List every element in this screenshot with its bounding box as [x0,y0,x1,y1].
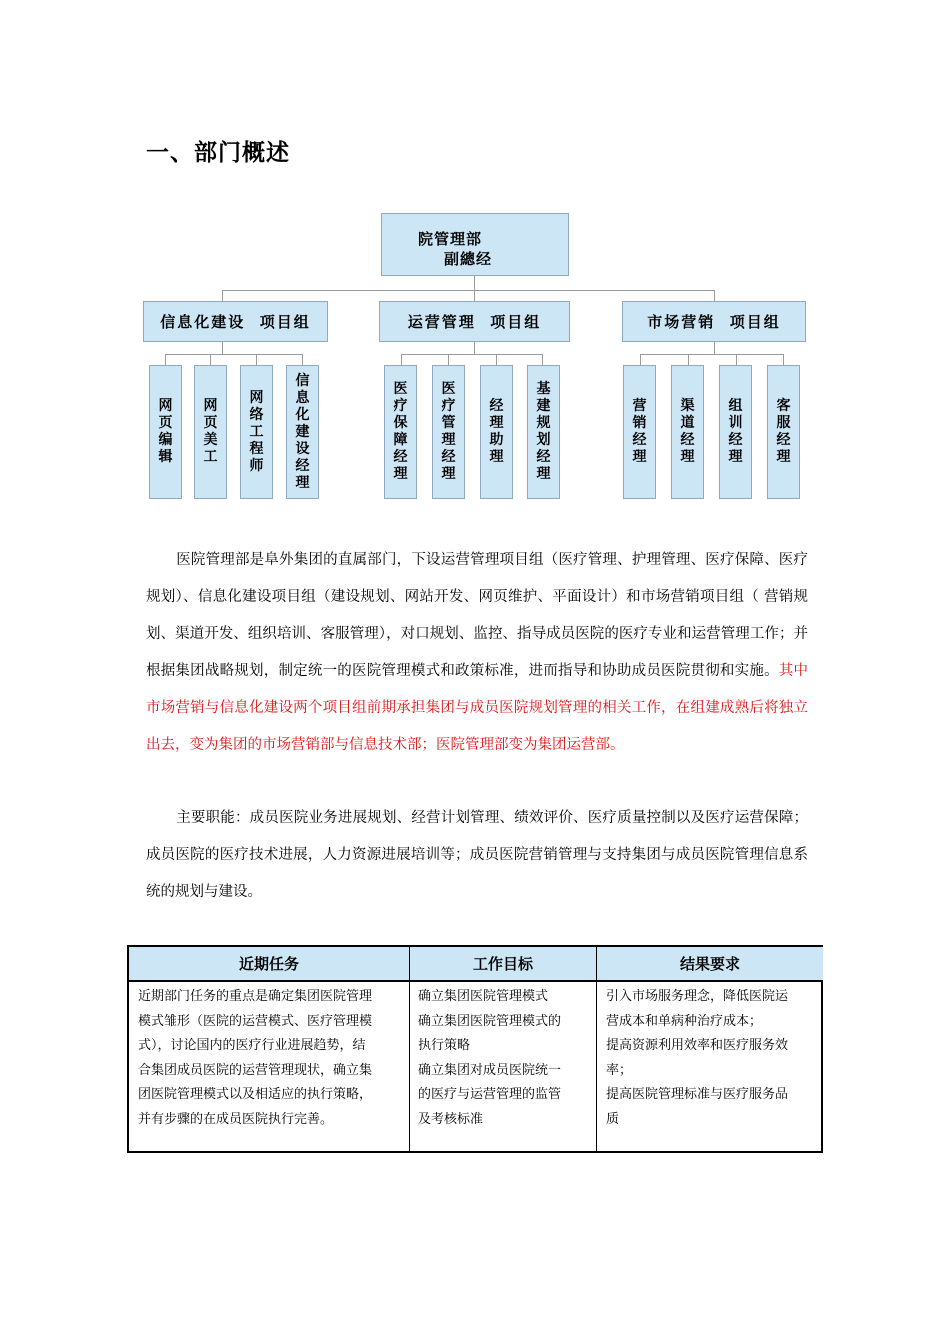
section-heading: 一、部门概述 [146,140,290,166]
overview-highlight-text: 其中市场营销与信息化建设两个项目组前期承担集团与成员医院规划管理的相关工作，在组建成熟后将独立出去，变为集团的市场营销部与信息技术部；医院管理部变为集团运营部。 [146,663,808,753]
cell-line: 模式雏形（医院的运营模式、医疗管理模 [138,1013,373,1029]
org-leaf [194,365,227,499]
org-node-subtitle: 副總经 [444,250,493,268]
cell-line: 式），讨论国内的医疗行业进展趋势，结 [138,1038,366,1053]
cell-line: 确立集团医院管理模式的 [418,1013,562,1029]
org-leaf-label: 客 服 经 理 [776,398,791,465]
org-leaf-label: 网 络 工 程 师 [249,389,264,474]
cell-line: 团医院管理模式以及相适应的执行策略， [138,1087,373,1102]
org-leaf-label: 渠 道 经 理 [680,398,695,465]
cell-line: 并有步骤的在成员医院执行完善。 [138,1111,334,1127]
org-group-operations: 运营管理 项目组 [379,301,570,342]
cell-line: 执行策略 [418,1038,471,1053]
table-header-tasks: 近期任务 [129,947,409,982]
functions-text: 主要职能：成员医院业务进展规划、经营计划管理、绩效评价、医疗质量控制以及医疗运营保障；成员医院的医疗技术进展，人力资源进展培训等；成员医院营销管理与支持集团与成员医院管理信息系统的规划与建设。 [146,810,808,900]
cell-line: 营成本和单病种治疗成本； [606,1013,763,1029]
cell-line: 提高资源利用效率和医疗服务效 [606,1038,789,1053]
task-table [127,945,823,1153]
table-cell-requirements [606,985,820,1132]
org-leaf-label: 网 页 编 辑 [158,398,173,465]
org-leaf-label: 经 理 助 理 [489,398,504,465]
org-leaf-label: 营 销 经 理 [632,398,647,465]
cell-line: 提高医院管理标准与医疗服务品 [606,1087,789,1102]
org-group-it: 信息化建设 项目组 [143,301,328,342]
org-group-marketing: 市场营销 项目组 [622,301,806,342]
cell-line: 率； [606,1062,633,1078]
org-leaf-label: 网 页 美 工 [203,398,218,465]
table-cell-tasks [138,985,404,1132]
cell-line: 合集团成员医院的运营管理现状，确立集 [138,1062,373,1078]
cell-line: 近期部门任务的重点是确定集团医院管理 [138,989,373,1004]
overview-text: 医院管理部是阜外集团的直属部门，下设运营管理项目组（医疗管理、护理管理、医疗保障、医疗规划）、信息化建设项目组（建设规划、网站开发、网页维护、平面设计）和市场营销项目组（ 营销规划、渠道开发、组织培训、客服管理），对口规划、监控、指导成员医院的医疗专业和运营管理工作；并根据集团战略规划，制定统一的医院管理模式和政策标准，进而指导和协助成员医院贯彻和实施。 [146,552,808,679]
table-cell-goals [418,985,594,1132]
org-leaf [767,365,800,499]
org-node-department-head [381,213,569,276]
overview-paragraph [146,542,808,764]
org-leaf-label: 基 建 规 划 经 理 [536,381,551,482]
org-chart [0,0,950,520]
org-leaf [149,365,182,499]
cell-line: 确立集团医院管理模式 [418,989,549,1004]
org-leaf [719,365,752,499]
org-leaf [384,365,417,499]
org-leaf [286,365,319,499]
org-leaf [240,365,273,499]
org-leaf [480,365,513,499]
org-leaf [432,365,465,499]
org-leaf-label: 医 疗 管 理 经 理 [441,381,456,482]
org-leaf-label: 信 息 化 建 设 经 理 [295,372,310,491]
cell-line: 的医疗与运营管理的监管 [418,1087,562,1102]
org-leaf-label: 组 训 经 理 [728,398,743,465]
cell-line: 确立集团对成员医院统一 [418,1062,562,1078]
org-leaf [623,365,656,499]
org-leaf [527,365,560,499]
functions-paragraph [146,800,808,911]
cell-line: 质 [606,1111,620,1127]
table-header-goals: 工作目标 [410,947,596,982]
org-leaf-label: 医 疗 保 障 经 理 [393,381,408,482]
cell-line: 引入市场服务理念，降低医院运 [606,989,789,1004]
cell-line: 及考核标准 [418,1111,484,1127]
org-node-title: 院管理部 [418,230,483,248]
org-leaf [671,365,704,499]
table-header-requirements: 结果要求 [597,947,823,982]
